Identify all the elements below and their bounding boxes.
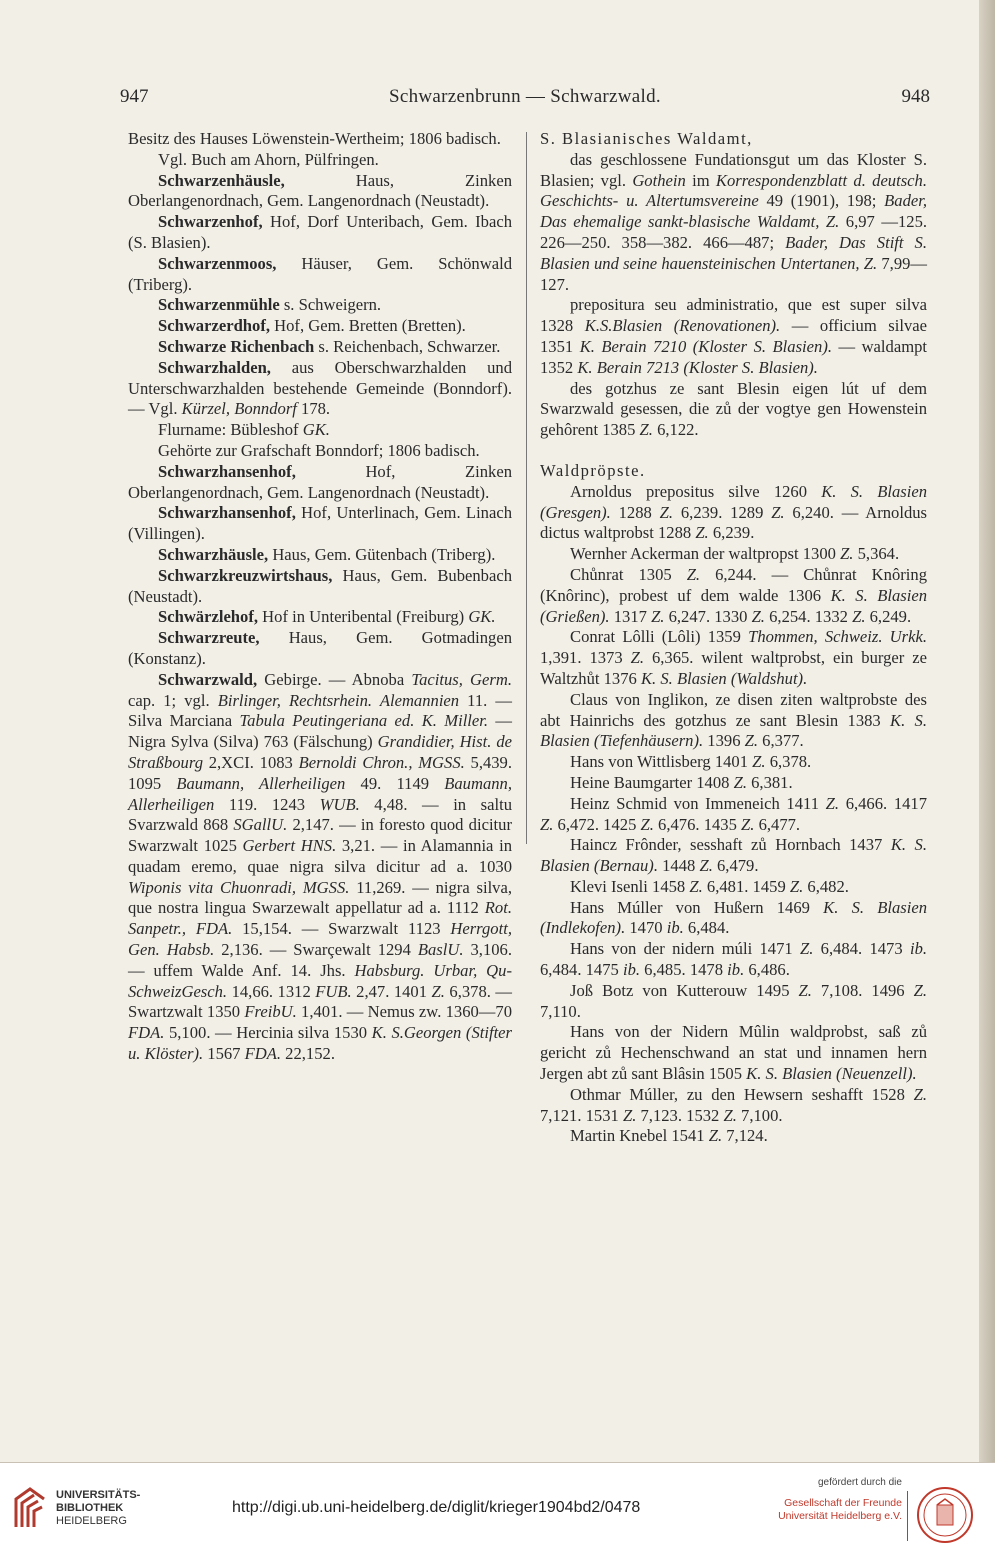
entry-text: Haus, Gem. Gotmadingen (Konstanz). [128,628,512,668]
entry-text: 6,477. [754,814,801,834]
sponsor-name [770,1497,902,1523]
university-seal-icon [915,1485,975,1545]
column-divider [526,132,527,844]
headword: Schwarze Richenbach [158,336,315,356]
entry-text: 6,381. [746,772,793,792]
entry-text: Gebirge. — Abnoba [257,669,412,689]
entry-text: 14,66. 1312 [227,981,316,1001]
citation: Z. [630,648,644,668]
entry-text: Hans von der nidern múli 1471 [570,939,800,959]
citation: Z. [852,606,866,626]
citation: ib. [727,960,745,980]
citation: K. Berain 7213 (Kloster S. Blasien). [577,357,818,377]
entry [128,358,512,420]
citation: K. S. Blasien (Gresgen). [540,481,928,522]
citation: Korrespondenzblatt d. deutsch. Geschichts- u. Altertumsvereine [540,170,927,211]
headword: Schwarzenmühle [158,295,280,315]
library-name-line: HEIDELBERG [56,1515,127,1527]
citation: Z. [708,1126,723,1146]
citation: Z. [799,939,814,959]
entry-text: 11,269. — nigra silva, que nostra lingua Swarzewalt appellatur ad a. 1112 [128,877,512,918]
citation: Gerbert HNS. [242,836,337,856]
citation: K. S. Blasien (Indlekofen). [540,897,928,938]
entry-text: aus Oberschwarzhalden und Unterschwarzhalden bestehende Gemeinde (Bonndorf). — Vgl. [128,357,512,419]
sponsor-line: Gesellschaft der Freunde [784,1497,902,1509]
library-name-line: UNIVERSITÄTS- [56,1489,141,1501]
headword: Schwarzhansenhof, [158,503,296,523]
library-logo-icon [12,1485,48,1531]
entry [128,316,512,337]
headword: Schwarzerdhof, [158,316,270,336]
citation: K. Berain 7210 (Kloster S. Blasien). [579,336,832,356]
right-column [540,129,927,1147]
citation: ib. [909,939,928,959]
entry-text: 1470 [625,918,667,938]
citation: Birlinger, Rechtsrhein. Alemannien [217,690,460,710]
entry-text: 6,97 —125. 226—250. 358—382. 466—487; [540,212,928,252]
citation: Z. [741,814,755,834]
citation: FDA. [128,1023,165,1043]
entry-text: Othmar Múller, zu den Hewsern seshafft 1528 [570,1084,914,1104]
entry-text: Gehörte zur Grafschaft Bonndorf; 1806 badisch. [158,440,480,460]
entry-text: 6,122. [652,420,699,440]
entry-text: 6,476. 1435 [653,814,742,834]
entry [540,877,927,898]
library-name [56,1489,140,1528]
entry-text: 6,378. — Swartzwalt 1350 [128,981,512,1022]
entry-text: 6,466. 1417 [839,793,928,813]
entry-text: Claus von Inglikon, ze disen ziten waltprobste des abt Hainrichs des gotzhus ze sant Blesin 1383 [540,689,927,730]
citation: ib. [666,918,684,938]
headword: Schwarzenhäusle, [158,170,285,190]
citation: FDA. [244,1044,282,1064]
entry-text: 3,21. — in Alamannia in quadam eremo, quae nigra silva dicitur ad a. 1030 [128,836,512,876]
entry-text: — officium silvae 1351 [540,316,927,356]
entry-text: 5,100. — Hercinia silva 1530 [164,1023,372,1043]
entry-text: Vgl. Buch am Ahorn, Pülfringen. [158,149,379,169]
entry-text: cap. 1; vgl. [128,690,218,710]
entry [540,627,927,689]
section-heading: Waldpröpste. [540,460,646,480]
entry-text: Haus, Zinken Oberlangenordnach, Gem. Langenordnach (Neustadt). [128,170,512,211]
entry [540,835,927,877]
citation: K. S. Blasien (Tiefenhäusern). [540,710,927,751]
citation: GK. [302,420,330,440]
entry-text: 6,484. 1475 [540,960,623,980]
entry-text: 7,121. 1531 [540,1105,623,1125]
entry-text: 5,364. [853,544,900,564]
entry-text: 2,136. — Swarçewalt 1294 [214,940,418,960]
entry-text: 6,247. 1330 [664,606,752,626]
entry-text: Besitz des Hauses Löwenstein-Wertheim; 1806 badisch. [128,129,501,148]
entry-text: prepositura seu administratio, que est super silva 1328 [540,295,927,336]
entry [540,565,927,627]
citation: Bader, Das Stift S. Blasien und seine hauensteinischen Untertanen, Z. [540,232,927,273]
citation: Tacitus, Germ. [411,669,512,689]
entry-text: — Nigra Sylva (Silva) 763 (Fälschung) [128,711,512,752]
citation: Kürzel, Bonndorf [181,399,297,419]
entry-text: 7,99—127. [540,253,928,294]
entry-text: Hans von Wittlisberg 1401 [570,752,753,772]
headword: Schwarzreute, [158,628,260,648]
entry [128,503,512,545]
entry [540,482,927,544]
entry [128,295,512,316]
citation: Rot. Sanpetr., FDA. [128,898,512,939]
citation: Z. [733,772,747,792]
citation: Grandidier, Hist. de Straßbourg [128,732,512,772]
entry-text: 6,239. [708,523,755,543]
citation: SGallU. [233,815,288,835]
citation: Z. [689,876,703,896]
citation: Z. [789,876,804,896]
entry-text: Hans von der Nidern Mûlin waldprobst, saß zů gericht zů Hechenschwand an stat und innamen hern Jergen abt zů sant Blâsin 1505 [540,1022,927,1084]
citation: Z. [752,752,766,772]
entry-text: Conrat Lôlli (Lôli) 1359 [570,627,749,647]
headword: Schwarzwald, [158,669,258,689]
citation: FreibU. [244,1002,297,1022]
entry-text: 1,391. 1373 [540,648,631,668]
entry-text: 1,401. — Nemus zw. 1360—70 [296,1002,512,1022]
entry-text: des gotzhus ze sant Blesin eigen lút uf dem Swarzwald gesessen, die zů der vogtye gen Howenstein gehôrent 1385 [540,378,927,440]
entry-text: Wernher Ackerman der waltpropst 1300 [570,544,841,564]
entry-text: 6,240. — Arnoldus dictus waltprobst 1288 [540,502,927,543]
page-edge [979,0,995,1462]
entry-text: das geschlossene Fundationsgut um das Kloster S. Blasien; vgl. [540,149,927,190]
entry-text: 1288 [610,502,660,522]
entry-text: Heinz Schmid von Immeneich 1411 [570,793,826,813]
entry-text [128,420,512,441]
headword: Schwarzhansenhof, [158,461,296,481]
entry [540,150,927,296]
headword: Schwarzhäusle, [158,544,269,564]
citation: Z. [699,856,713,876]
entry [128,462,512,504]
citation: Bader, Das ehemalige sankt-blasische Waldamt, Z. [540,191,928,232]
citation: Z. [686,564,701,584]
entry-text: Klevi Isenli 1458 [570,876,690,896]
entry-text: Flurname: Bübleshof [158,420,303,440]
citation: Herrgott, Gen. Habsb. [128,919,512,960]
entry-text: 6,239. 1289 [673,502,772,522]
entry-text: 178. [296,399,331,419]
citation: K. S. Blasien (Bernau). [540,835,927,876]
page-number-left: 947 [120,86,149,107]
entry-text: Hof, Dorf Unteribach, Gem. Ibach (S. Blasien). [128,212,512,252]
entry-text: s. Reichenbach, Schwarzer. [314,336,501,356]
entry-text: 3,106. — uffem Walde Anf. 14. Jhs. [128,940,512,980]
entry [128,254,512,296]
citation: WUB. [319,794,360,814]
entry-text: Hans Múller von Hußern 1469 [570,897,824,917]
entry-text: Hof, Zinken Oberlangenordnach, Gem. Langenordnach (Neustadt). [128,461,512,502]
entry [540,1085,927,1127]
citation: FUB. [315,981,352,1001]
citation: ib. [622,960,641,980]
entry-text: Joß Botz von Kutterouw 1495 [570,980,799,1000]
entry-text: Häuser, Gem. Schönwald (Triberg). [128,253,512,294]
entry [540,295,927,378]
entry [540,752,927,773]
entry-text: 6,365. wilent waltprobst, ein burger ze Waltzhůt 1376 [540,648,927,688]
citation: BaslU. [417,940,464,960]
entry-text: Heine Baumgarter 1408 [570,772,734,792]
citation: Z. [651,606,665,626]
entry-text: Hof, Gem. Bretten (Bretten). [270,316,466,336]
citation: Baumann, Allerheiligen [176,773,346,793]
citation: K. S. Blasien (Grießen). [540,585,927,626]
citation: K. S. Blasien (Waldshut). [640,668,808,688]
entry [128,337,512,358]
entry-text: 1317 [609,606,652,626]
entry-text: Arnoldus prepositus silve 1260 [570,481,822,501]
citation: Z. [840,544,854,564]
entry-text: 6,254. 1332 [764,606,853,626]
entry-text: 6,377. [758,731,804,751]
headword: Schwarzhalden, [158,357,271,377]
entry-text: Haus, Gem. Bubenbach (Neustadt). [128,565,512,606]
footer-separator [907,1491,908,1541]
citation: Z. [695,523,709,543]
running-header [120,86,930,112]
entry-text: 2,147. — in foresto quod dicitur Swarzwalt 1025 [128,815,512,856]
entry [540,1126,927,1147]
citation: Thommen, Schweiz. Urkk. [748,627,928,647]
entry-text: 6,481. 1459 [702,876,790,896]
entry-text: 6,249. [865,606,912,626]
digitization-footer [0,1462,995,1551]
entry-text: 6,244. — Chůnrat Knôring (Knôrinc), probest uf dem walde 1306 [540,564,927,605]
entry-text: Haus, Gem. Gütenbach (Triberg). [268,544,496,564]
headword: Schwarzenmoos, [158,253,277,273]
citation: Z. [913,980,927,1000]
entry-text: 49 (1901), 198; [758,191,885,211]
entry [128,566,512,608]
entry-text: 6,485. 1478 [640,960,728,980]
entry [128,545,512,566]
headword: Schwärzlehof, [158,607,259,627]
citation: K.S.Blasien (Renovationen). [584,316,781,336]
citation: GK. [468,607,496,627]
entry-text: 2,47. 1401 [351,981,432,1001]
page-number-right: 948 [901,86,930,107]
citation: Bernoldi Chron., MGSS. [298,752,465,772]
entry-text: 6,484. 1473 [813,939,910,959]
entry-text: 7,108. 1496 [811,980,914,1000]
headword: Schwarzkreuzwirtshaus, [158,565,333,585]
entry-text: 1448 [657,856,700,876]
entry-text: Martin Knebel 1541 [570,1126,709,1146]
entry-text: 15,154. — Swarzwalt 1123 [232,919,451,939]
entry-text: 22,152. [281,1044,335,1064]
citation: Tabula Peutingeriana ed. K. Miller. [239,711,489,731]
citation: Z. [723,1105,737,1125]
entry [540,794,927,836]
entry [540,773,927,794]
entry [540,379,927,441]
citation: Z. [622,1105,637,1125]
citation: Z. [431,981,445,1001]
entry-text: im [685,170,716,190]
headword: Schwarzenhof, [158,212,263,232]
citation: Habsburg. Urbar, Qu-SchweizGesch. [128,960,512,1001]
entry-text: 6,479. [712,856,759,876]
entry [540,981,927,1023]
entry-text: 1396 [703,731,745,751]
entry [128,171,512,213]
running-title: Schwarzenbrunn — Schwarzwald. [389,86,661,107]
entry-text: 5,439. 1095 [128,752,513,793]
entry-text: 2,XCI. 1083 [203,752,299,772]
entry [128,670,512,1065]
citation: Z. [640,814,654,834]
entry-text: 4,48. — in saltu Svarzwald 868 [128,794,512,835]
citation: K. S.Georgen (Stifter u. Klöster). [128,1023,512,1064]
citation: Z. [659,502,674,522]
entry-text: 6,484. [683,918,730,938]
entry-text: Haincz Frônder, sesshaft zů Hornbach 1437 [570,835,891,855]
entry-text: 6,472. 1425 [553,814,641,834]
entry-text: 6,486. [744,960,790,980]
entry-text: Hof, Unterlinach, Gem. Linach (Villingen). [128,503,512,544]
entry-text: s. Schweigern. [279,295,382,315]
entry-text: 1567 [203,1044,245,1064]
sponsor-line: Universität Heidelberg e.V. [778,1510,902,1522]
entry-text: Chůnrat 1305 [570,564,687,584]
citation: Z. [744,731,759,751]
entry-text: Hof in Unteribental (Freiburg) [258,607,469,627]
entry-text: 7,124. [722,1126,768,1146]
citation: K. S. Blasien (Neuenzell). [746,1064,917,1084]
citation: Z. [771,502,785,522]
citation: Z. [825,793,840,813]
entry [128,607,512,628]
entry-text: 49. 1149 [345,773,445,793]
entry-text: 6,378. [765,752,812,772]
entry [128,628,512,670]
citation: Wiponis vita Chuonradi, MGSS. [128,877,350,897]
entry-text: 7,100. [736,1105,783,1125]
citation: Baumann, Allerheiligen [128,773,512,814]
entry [540,690,927,752]
entry-text: 6,482. [803,876,849,896]
entry [128,212,512,254]
citation: Gothein [632,170,686,190]
left-column [128,129,512,1065]
entry-text: 7,123. 1532 [636,1105,724,1125]
library-name-line: BIBLIOTHEK [56,1502,124,1514]
sponsor-label: gefördert durch die [818,1477,902,1488]
citation: Z. [913,1084,927,1104]
entry [540,544,927,565]
citation: Z. [639,420,653,440]
section-heading: S. Blasianisches Waldamt, [540,129,753,148]
permalink-url[interactable]: http://digi.ub.uni-heidelberg.de/diglit/krieger1904bd2/0478 [232,1499,641,1516]
citation: Z. [540,814,554,834]
citation: Z. [751,606,765,626]
entry [540,939,927,981]
entry-text: — waldampt 1352 [540,336,928,377]
entry-text: 11. — Silva Marciana [128,690,512,731]
entry-text: 119. 1243 [214,794,320,814]
entry [540,898,927,940]
entry-text: 7,110. [540,1001,581,1021]
citation: Z. [798,980,812,1000]
entry [540,1022,927,1084]
